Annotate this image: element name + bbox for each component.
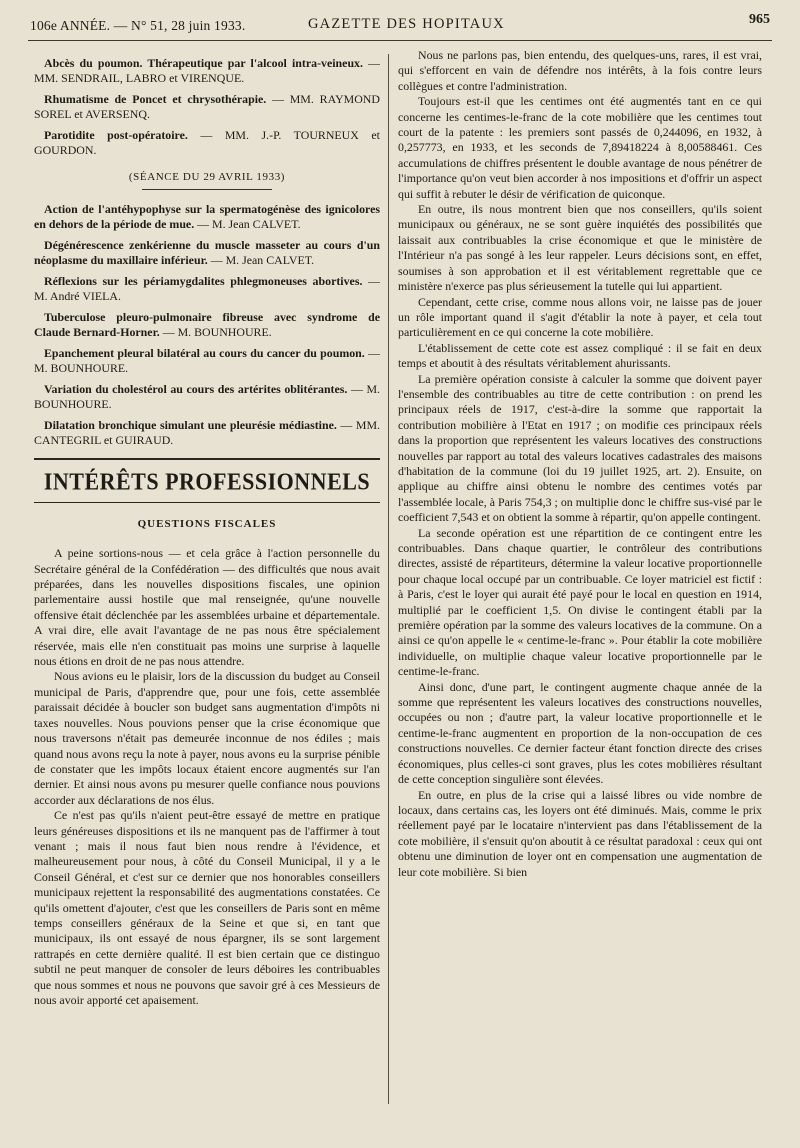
page-header bbox=[30, 12, 770, 38]
issue-info: 106e ANNÉE. — N° 51, 28 juin 1933. bbox=[30, 18, 246, 33]
reference-title: Dégénérescence zenkérienne du muscle masseter au cours d'un néoplasme du maxillaire inférieur. bbox=[34, 238, 380, 268]
paragraph: Ce n'est pas qu'ils n'aient peut-être essayé de mettre en pratique leurs généreuses dispositions et ils ne manquent pas de l'affirmer à tout venant ; mais il nous faut bien nous rendre à l'évidence, et malheureusement pour nous, à côté du Conseil Municipal, il y a le Conseil Général, et c'est sur ce dernier que nos honorables conseillers municipaux rejettent la responsabilité des augmentations constatées. Ce qu'ils omettent d'ajouter, c'est que les conseillers de Paris sont en même temps conseillers généraux de la Seine et que si, en tant que municipaux, ils ont essayé de nous épargner, ils se sont largement rattrapés en cette dernière qualité. Il est bien certain que ce distinguo subtil ne peut manquer de consoler de leurs déboires les contribuables que nous sommes et nous ne pouvons que savoir gré à ces Messieurs de nous avoir apporté cet apaisement. bbox=[34, 808, 380, 1007]
short-rule bbox=[142, 189, 272, 190]
session-date: (SÉANCE DU 29 AVRIL 1933) bbox=[128, 171, 286, 183]
reference-authors: — M. BOUNHOURE. bbox=[34, 346, 380, 376]
reference-item bbox=[34, 346, 380, 376]
paragraph: Cependant, cette crise, comme nous allons voir, ne laisse pas de jouer un rôle important quand il s'agit d'établir la note à payer, et cela tout particulièrement en ce qui concerne la cote mobilière. bbox=[398, 294, 762, 340]
reference-authors: — M. André VIELA. bbox=[34, 274, 380, 304]
page-number: 965 bbox=[749, 12, 770, 27]
header-rule bbox=[28, 40, 772, 41]
reference-list bbox=[34, 56, 380, 158]
reference-title: Variation du cholestérol au cours des artérites oblitérantes. bbox=[44, 382, 348, 397]
paragraph: En outre, en plus de la crise qui a laissé libres ou vide nombre de locaux, dans certains cas, les loyers ont été diminués. Mais, comme le prix réellement payé par le locataire n'intervient pas dans l'établissement de la cote mobilière, il s'ensuit qu'on aboutit à ce résultat paradoxal : ceux qui ont obtenu une diminution de loyer ont en compensation une augmentation de leur cote mobilière. Si bien bbox=[398, 787, 762, 879]
reference-item bbox=[34, 56, 380, 86]
left-column bbox=[34, 56, 380, 1106]
reference-item bbox=[34, 238, 380, 268]
reference-title: Epanchement pleural bilatéral au cours du cancer du poumon. bbox=[44, 346, 365, 361]
reference-item bbox=[34, 128, 380, 158]
journal-title: GAZETTE DES HOPITAUX bbox=[308, 16, 505, 32]
section-rule bbox=[34, 502, 380, 503]
paragraph: Toujours est-il que les centimes ont été augmentés tant en ce qui concerne les centimes-le-franc de la cote mobilière que les centimes tout court de la patente : les premiers sont passés de 0,244096, en 1932, à 0,257773, en 1933, et les seconds de 7,89418224 à 8,00588461. Ces accumulations de chiffres présentent le double avantage de nous pénétrer de l'importance qu'on veut bien accorder à nos impositions et d'offrir un aspect qui suffit à rebuter le désir de vérification de quiconque. bbox=[398, 94, 762, 201]
paragraph: Nous avions eu le plaisir, lors de la discussion du budget au Conseil municipal de Paris, d'apprendre que, pour une fois, cette assemblée paraissait décidée à boucler son budget sans augmentation d'impôts ni taxes nouvelles. Nous pouvions penser que la crise économique que nous traversons n'était pas demeurée inconnue de nos édiles ; mais quand nous avons reçu la note à payer, nous avons eu la surprise pénible de constater que les impôts locaux étaient encore augmentés sur l'an dernier. Et ainsi nous avons pu mesurer quelle confiance nous pouvions accorder aux déclarations de nos élus. bbox=[34, 669, 380, 807]
paragraph: L'établissement de cette cote est assez compliqué : il se fait en deux temps et aboutit à des résultats véritablement ahurissants. bbox=[398, 340, 762, 371]
reference-title: Réflexions sur les périamygdalites phlegmoneuses abortives. bbox=[44, 274, 363, 289]
reference-authors: — MM. RAYMOND SOREL et AVERSENQ. bbox=[34, 92, 380, 121]
paragraph: La première opération consiste à calculer la somme que doivent payer l'ensemble des contribuables au titre de cette contribution : on prend les principaux réels de 1917, c'est-à-dire la somme que rapportait la contribution mobilière à l'Etat en 1917 ; on modifie ces principaux réels dans la proportion que représentent les valeurs locatives des constructions nouvelles par rapport au total des valeurs locatives cadastrales des maisons d'habitation de la commune (loi du 19 juillet 1925, art. 2). Ensuite, on applique au chiffre ainsi obtenu le nombre des centimes votés par l'assemblée locale, à Paris 754,3 ; on multiplie donc le chiffre sus-visé par le coefficient 7,543 et on obtient la somme à répartir, qu'on appelle contingent. bbox=[398, 371, 762, 525]
reference-title: Parotidite post-opératoire. bbox=[44, 128, 188, 142]
reference-title: Abcès du poumon. Thérapeutique par l'alcool intra-veineux. bbox=[44, 56, 363, 70]
reference-authors: — MM. SENDRAIL, LABRO et VIRENQUE. bbox=[34, 56, 380, 85]
reference-item bbox=[34, 382, 380, 412]
reference-title: Tuberculose pleuro-pulmonaire fibreuse avec syndrome de Claude Bernard-Horner. bbox=[34, 310, 380, 340]
article-body-continued bbox=[398, 48, 762, 880]
reference-item bbox=[34, 418, 380, 448]
reference-authors: — M. BOUNHOURE. bbox=[162, 325, 272, 340]
reference-title: Rhumatisme de Poncet et chrysothérapie. bbox=[44, 92, 267, 106]
paragraph: Ainsi donc, d'une part, le contingent augmente chaque année de la somme que représentent les valeurs locatives des constructions nouvelles, occupées ou non ; d'autre part, la valeur locative proportionnelle et le centime-le-franc augmentent en proportion de la non-occupation de ces constructions nouvelles. Ce dernier facteur étant fonction directe des crises économiques, plus celles-ci sont graves, plus les cotes mobilières résultant de cette conception singulière sont élevées. bbox=[398, 679, 762, 787]
section-title: INTÉRÊTS PROFESSIONNELS bbox=[43, 468, 371, 496]
reference-item bbox=[34, 92, 380, 122]
reference-authors: — MM. CANTEGRIL et GUIRAUD. bbox=[34, 418, 380, 448]
right-column bbox=[398, 48, 762, 1108]
article-body bbox=[34, 546, 380, 1008]
article-heading: QUESTIONS FISCALES bbox=[137, 517, 277, 530]
reference-authors: — M. Jean CALVET. bbox=[210, 253, 315, 268]
reference-authors: — M. Jean CALVET. bbox=[197, 217, 301, 232]
reference-item bbox=[34, 202, 380, 232]
paragraph: En outre, ils nous montrent bien que nos conseillers, qu'ils soient municipaux ou généraux, ne se sont guère inquiétés des possibilités que laissait aux contribuables la crise économique et que le ministère de l'Intérieur n'a pas songé à les leur rappeler. Leurs décisions sont, en effet, soumises à son approbation et il est véritablement regrettable que ce ministère n'exerce pas plus sérieusement la tutelle qui lui appartient. bbox=[398, 202, 762, 294]
paragraph: A peine sortions-nous — et cela grâce à l'action personnelle du Secrétaire général de la Confédération — des difficultés que nous avait préparées, dans les nouvelles dispositions fiscales, une opinion parlementaire aussi hostile que mal renseignée, qu'une nouvelle offensive était déclenchée par les assemblées urbaine et départementale. A vrai dire, elle avait l'avantage de ne pas nous être spécialement réservée, mais elle n'en constituait pas moins une surprise à laquelle nous étions en droit de ne pas nous attendre. bbox=[34, 546, 380, 669]
reference-item bbox=[34, 310, 380, 340]
paragraph: La seconde opération est une répartition de ce contingent entre les contribuables. Dans chaque quartier, le contrôleur des contributions directes, assisté de répartiteurs, détermine la valeur locative proportionnelle pour chaque local occupé par un contribuable. Ce loyer matriciel est fictif : à Paris, c'est le loyer qui aurait été payé pour le local en question en 1914, multiplié par le coefficient 1,5. On divise le contingent établi par la première opération par la somme des valeurs locatives de la commune. On a ainsi ce qu'on appelle le « centime-le-franc ». Pour établir la cote mobilière individuelle, on multiplie chaque valeur locative proportionnelle par le centime-le-franc. bbox=[398, 525, 762, 679]
column-divider bbox=[388, 54, 389, 1104]
reference-authors: — M. BOUNHOURE. bbox=[34, 382, 380, 412]
session-heading bbox=[34, 170, 380, 190]
reference-title: Action de l'antéhypophyse sur la spermatogénèse des ignicolores en dehors de la période de mue. bbox=[34, 202, 380, 232]
reference-authors: — MM. J.-P. TOURNEUX et GOURDON. bbox=[34, 128, 380, 157]
section-rule bbox=[34, 458, 380, 460]
paragraph: Nous ne parlons pas, bien entendu, des quelques-uns, rares, il est vrai, qui s'efforcent en vain de défendre nos intérêts, à la fois contre leurs collègues et contre l'administration. bbox=[398, 48, 762, 93]
reference-title: Dilatation bronchique simulant une pleurésie médiastine. bbox=[44, 418, 337, 433]
reference-list bbox=[34, 202, 380, 448]
reference-item bbox=[34, 274, 380, 304]
